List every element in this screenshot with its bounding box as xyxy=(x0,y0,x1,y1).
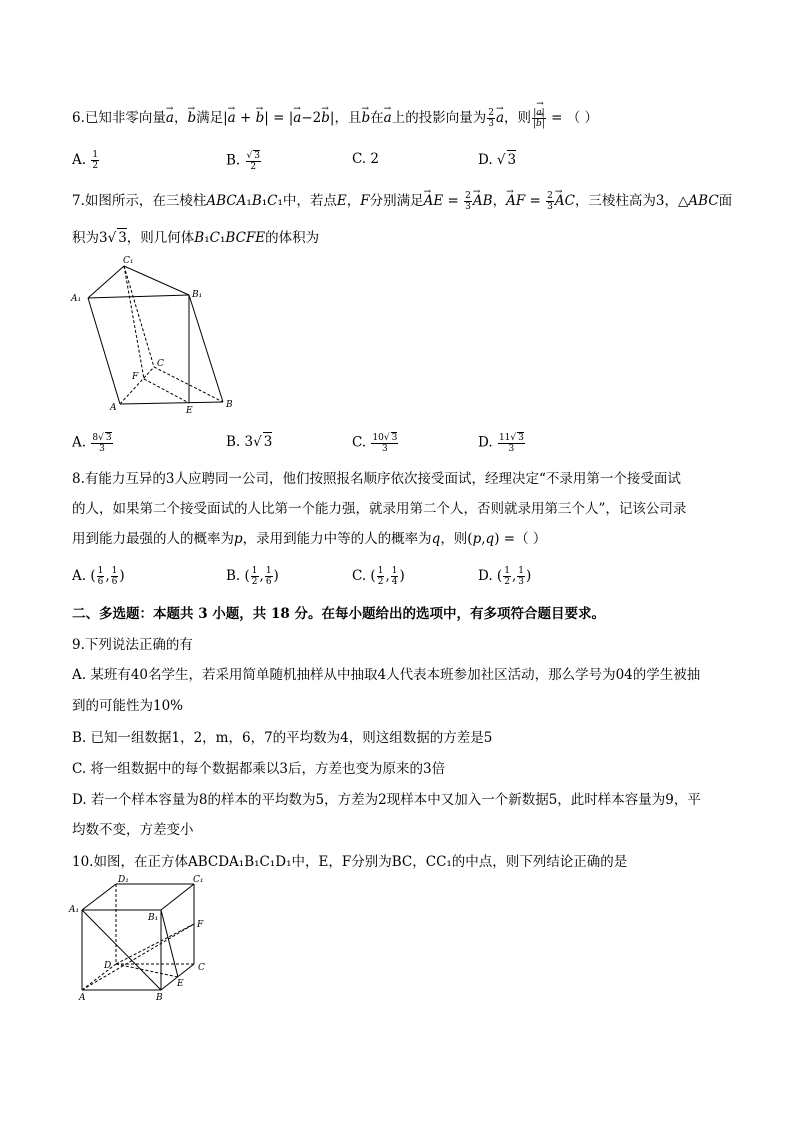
diag-d-e xyxy=(116,964,178,977)
label-b1: B₁ xyxy=(192,290,203,300)
label-b: B xyxy=(156,993,163,1003)
label-b1: B₁ xyxy=(148,913,159,923)
label-b: B xyxy=(226,400,233,410)
label-a: A xyxy=(110,403,117,413)
q9-option-b[interactable]: B. 已知一组数据1，2，m，6，7的平均数为4，则这组数据的方差是5 xyxy=(72,730,493,746)
q7-stem-line2: 积为3√ 3，则几何体B₁C₁BCFE的体积为 xyxy=(72,230,320,246)
q8-stem-line3: 用到能力最强的人的概率为p，录用到能力中等的人的概率为q，则(p,q) =（ ） xyxy=(72,531,547,547)
edge-b1-b xyxy=(189,295,223,402)
q9-option-d-line1[interactable]: D. 若一个样本容量为8的样本的平均数为5，方差为2现样本中又加入一个新数据5，此时样本容量为9，平 xyxy=(72,792,701,808)
q8-option-c[interactable]: C. ( $\frac{1}{2}$ , $\frac{1}{4}$ ) xyxy=(352,566,405,587)
q8-option-b[interactable]: B. ( $\frac{1}{2}$ , $\frac{1}{6}$ ) xyxy=(226,566,279,587)
label-a1: A₁ xyxy=(69,905,80,915)
label-c1: C₁ xyxy=(123,256,134,266)
q6-option-d[interactable]: D. √ 3 xyxy=(478,152,517,168)
q6-option-c[interactable]: C. 2 xyxy=(352,151,380,167)
edge-c1-f xyxy=(124,266,144,379)
q7-prism-figure xyxy=(68,254,240,418)
label-d1: D₁ xyxy=(118,875,129,885)
q9-option-a-line2[interactable]: 到的可能性为10% xyxy=(72,698,184,714)
q6-option-a[interactable]: A. $\frac{1}{2}$ xyxy=(72,150,99,171)
q9-option-a-line1[interactable]: A. 某班有40名学生，若采用简单随机抽样从中抽取4人代表本班参加社区活动，那么学号为04的学生被抽 xyxy=(72,667,701,683)
label-f: F xyxy=(197,920,204,930)
label-d: D xyxy=(104,961,112,971)
edge-b1-c1 xyxy=(161,884,194,910)
label-c: C xyxy=(157,359,164,369)
edge-a1-b1 xyxy=(88,295,189,298)
label-c: C xyxy=(198,963,205,973)
q9-stem: 9.下列说法正确的有 xyxy=(72,637,193,653)
label-e: E xyxy=(186,406,193,416)
section-heading-multi-choice: 二、多选题：本题共 3 小题，共 18 分。在每小题给出的选项中，有多项符合题目要求。 xyxy=(72,606,605,622)
label-a: A xyxy=(79,993,86,1003)
edge-a-b xyxy=(120,402,223,404)
q9-option-c[interactable]: C. 将一组数据中的每个数据都乘以3后，方差也变为原来的3倍 xyxy=(72,761,446,777)
q7-stem-line1: 7.如图所示，在三棱柱ABCA₁B₁C₁中，若点E，F分别满足→ AE = $\frac{2}{3}$ → AB，→ AF = $\frac{2}{3}$ → AC，三棱柱高为3，△ABC面 xyxy=(72,191,732,212)
q8-stem-line1: 8.有能力互异的3人应聘同一公司，他们按照报名顺序依次接受面试，经理决定“不录用第一个接受面试 xyxy=(72,471,681,487)
q10-stem: 10.如图，在正方体ABCDA₁B₁C₁D₁中，E，F分别为BC，CC₁的中点，则下列结论正确的是 xyxy=(72,854,628,870)
q10-cube-figure xyxy=(66,872,216,1006)
q9-option-d-line2[interactable]: 均数不变，方差变小 xyxy=(72,822,194,838)
q7-option-b[interactable]: B. 3√ 3 xyxy=(226,434,273,450)
edge-a1-a xyxy=(88,298,120,404)
q7-option-d[interactable]: D. $\frac{11√ 3}{3}$ xyxy=(478,433,524,454)
diag-b1-e xyxy=(161,910,178,977)
q7-option-a[interactable]: A. $\frac{8√ 3}{3}$ xyxy=(72,433,112,454)
q6-option-b[interactable]: B. $\frac{√ 3}{2}$ xyxy=(226,151,260,172)
edge-c1-b1 xyxy=(124,266,189,295)
diag-d-f xyxy=(116,924,194,964)
label-e: E xyxy=(177,979,184,989)
q6-stem: 6.已知非零向量→ a，→ b满足|→ a + → b| = |→ a−2→ b|，且→ b在→ a上的投影向量为 $\frac{2}{3}$ → a，则 $\frac{|\to a|}{|\to b|}$ = （ ） xyxy=(72,108,598,129)
label-c1: C₁ xyxy=(193,875,204,885)
q8-stem-line2: 的人，如果第二个接受面试的人比第一个能力强，就录用第二个人，否则就录用第三个人”，记该公司录 xyxy=(72,501,687,517)
edge-a1-c1 xyxy=(88,266,124,298)
q7-option-c[interactable]: C. $\frac{10√ 3}{3}$ xyxy=(352,433,398,454)
q8-option-a[interactable]: A. ( $\frac{1}{6}$ , $\frac{1}{6}$ ) xyxy=(72,566,125,587)
q8-option-d[interactable]: D. ( $\frac{1}{2}$ , $\frac{1}{3}$ ) xyxy=(478,566,532,587)
label-a1: A₁ xyxy=(71,294,82,304)
edge-a1-d1 xyxy=(82,884,116,910)
label-f: F xyxy=(132,372,139,382)
edge-f-e xyxy=(144,379,189,403)
